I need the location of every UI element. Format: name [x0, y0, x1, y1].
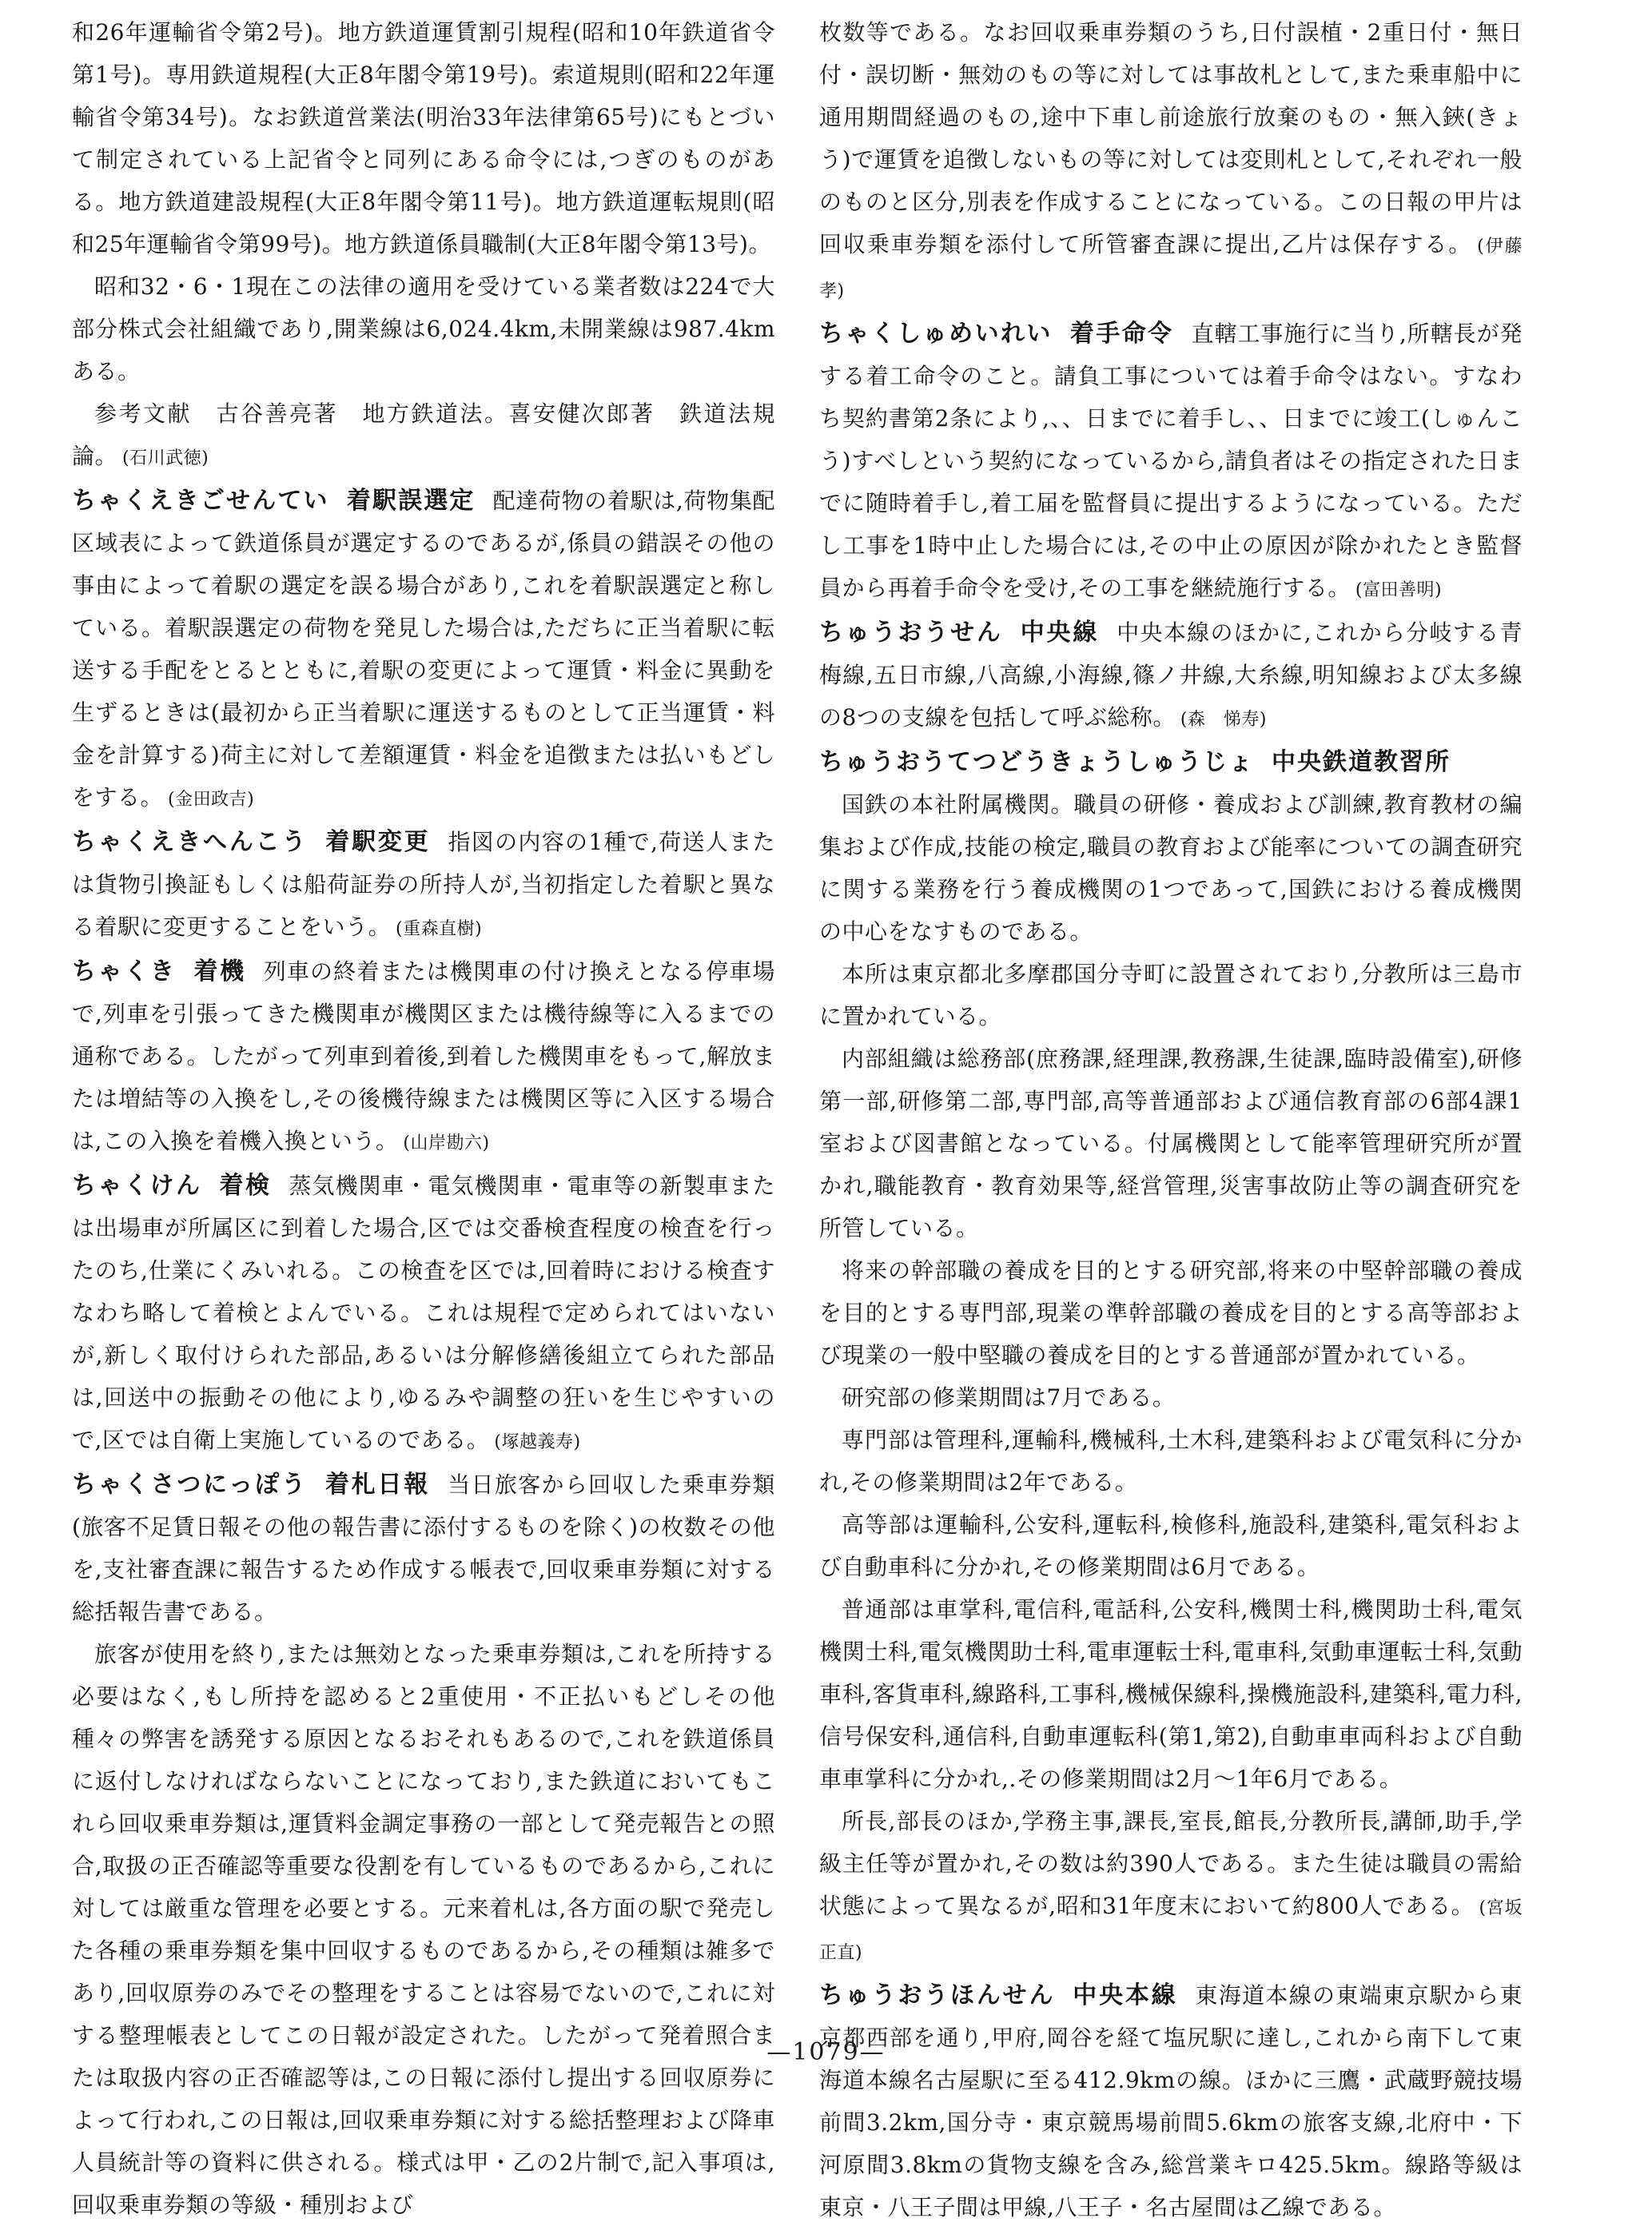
entry-term: 中央本線 [1073, 1981, 1178, 2009]
entry-paragraph: 国鉄の本社附属機関。職員の研修・養成および訓練,教育教材の編集および作成,技能の検定,職員の教育および能率についての調査研究に関する業務を行う養成機関の1つであって,国鉄における養成機関の中心をなすものである。 [819, 791, 1523, 945]
entry-reading: ちゃくしゅめいれい [819, 320, 1053, 348]
entry-body: 東海道本線の東端東京駅から東京都西部を通り,甲府,岡谷を経て塩尻駅に達し,これから南下して東海道本線名古屋駅に至る412.9kmの線。ほかに三鷹・武蔵野競技場前間3.2km,国分寺・東京競馬場前間5.6kmの旅客支線,北府中・下河原間3.8kmの貨物支線を含み,総営業キロ425.5km。線路等級は東京・八王子間は甲線,八王子・名古屋間は乙線である。 [819, 1982, 1523, 2220]
entry-reading: ちゃくき [72, 958, 177, 986]
entry-body: 当日旅客から回収した乗車券類(旅客不足賃日報その他の報告書に添付するものを除く)の枚数その他を,支社審査課に報告するため作成する帳表で,回収乗車券類に対する総括報告書である。 [72, 1471, 775, 1625]
dictionary-entry [819, 1974, 1523, 2228]
intro-paragraph: 昭和32・6・1現在この法律の適用を受けている業者数は224で大部分株式会社組織であり,開業線は6,024.4km,未開業線は987.4kmある。 [72, 273, 775, 384]
continued-paragraph: 枚数等である。なお回収乗車券類のうち,日付誤植・2重日付・無日付・誤切断・無効のもの等に対しては事故札として,また乗車船中に通用期間経過のもの,途中下車し前途旅行放棄のもの・無入鋏(きょう)で運賃を追徴しないもの等に対しては変則札として,それぞれ一般のものと区分,別表を作成することになっている。この日報の甲片は回収乗車券類を添付して所管審査課に提出,乙片は保存する。 (伊藤 孝) [819, 19, 1541, 301]
author: (森 悌寿) [1180, 710, 1267, 730]
dictionary-entry [72, 821, 775, 950]
entry-reading: ちゃくえきごせんてい [72, 487, 329, 515]
entry-reading: ちゃくけん [72, 1172, 202, 1200]
entry-term: 着駅変更 [325, 828, 431, 856]
dictionary-entry [819, 611, 1523, 741]
dictionary-entry [72, 480, 775, 821]
author: (塚越義寿) [494, 1432, 581, 1452]
entry-body: 配達荷物の着駅は,荷物集配区域表によって鉄道係員が選定するのであるが,係員の錯誤その他の事由によって着駅の選定を誤る場合があり,これを着駅誤選定と称している。着駅誤選定の荷物を発見した場合は,ただちに正当着駅に転送する手配をとるとともに,着駅の変更によって運賃・料金に異動を生ずるときは(最初から正当着駅に運送するものとして正当運賃・料金を計算する)荷主に対して差額運賃・料金を追徴または払いもどしをする。 [72, 488, 776, 810]
entry-term: 中央鉄道教習所 [1272, 748, 1451, 776]
entry-body: 列車の終着または機関車の付け換えとなる停車場で,列車を引張ってきた機関車が機関区または機待線等に入るまでの通称である。したがって列車到着後,到着した機関車をもって,解放または増結等の入換をし,その後機待線または機関区等に入区する場合は,この入換を着機入換という。 [72, 958, 776, 1154]
dictionary-entry [819, 741, 1523, 1974]
entry-reading: ちゅうおうてつどうきょうしゅうじょ [819, 748, 1254, 776]
entry-paragraph: 高等部は運輸科,公安科,運転科,検修科,施設科,建築科,電気科および自動車科に分かれ,その修業期間は6月である。 [819, 1511, 1523, 1580]
left-column [72, 11, 775, 2226]
entry-paragraph: 専門部は管理科,運輸科,機械科,土木科,建築科および電気科に分かれ,その修業期間は2年である。 [819, 1427, 1523, 1495]
entry-reading: ちゃくえきへんこう [72, 828, 309, 856]
entry-reading: ちゅうおうせん [819, 619, 1003, 647]
entry-paragraph: 将来の幹部職の養成を目的とする研究部,将来の中堅幹部職の養成を目的とする専門部,現業の準幹部職の養成を目的とする高等部および現業の一般中堅職の養成を目的とする普通部が置かれている。 [819, 1257, 1523, 1368]
entry-paragraph: 本所は東京都北多摩郡国分寺町に設置されており,分教所は三島市に置かれている。 [819, 961, 1523, 1029]
author: (山岸勘六) [403, 1133, 490, 1153]
entry-term: 着手命令 [1069, 320, 1174, 348]
entry-term: 着検 [219, 1172, 272, 1200]
entry-body: 直轄工事施行に当り,所轄長が発する着工命令のこと。請負工事については着手命令はない。すなわち契約書第2条により,、、日までに着手し、、日までに竣工(しゅんこう)すべしという契約になっているから,請負者はその指定された日までに随時着手し,着工届を監督員に提出するようになっている。ただし工事を1時中止した場合には,その中止の原因が除かれたとき監督員から再着手命令を受け,その工事を継続施行する。 [819, 321, 1523, 601]
author: (重森直樹) [396, 919, 483, 939]
right-column [819, 11, 1541, 2228]
entry-reading: ちゅうおうほんせん [819, 1981, 1056, 2009]
entry-paragraph: 普通部は車掌科,電信科,電話科,公安科,機関士科,機関助士科,電気機関士科,電気機関助士科,電車運転士科,電車科,気動車運転士科,気動車科,客貨車科,線路科,工事科,機械保線科,操機施設科,建築科,電力科,信号保安科,通信科,自動車運転科(第1,第2),自動車車両科および自動車車掌科に分かれ,.その修業期間は2月～1年6月である。 [819, 1596, 1523, 1792]
dictionary-entry [72, 950, 775, 1165]
entry-body: 蒸気機関車・電気機関車・電車等の新製車または出場車が所属区に到着した場合,区では交番検査程度の検査を行ったのち,仕業にくみいれる。この検査を区では,回着時における検査すなわち略して着検とよんでいる。これは規程で定められてはいないが,新しく取付けられた部品,あるいは分解修繕後組立てられた部品は,回送中の振動その他により,ゆるみや調整の狂いを生じやすいので,区では自衛上実施しているのである。 [72, 1173, 775, 1453]
entry-term: 中央線 [1020, 619, 1100, 647]
page-number: —1079— [766, 2038, 886, 2066]
entry-paragraph: 研究部の修業期間は7月である。 [842, 1384, 1176, 1411]
entry-term: 着駅誤選定 [346, 487, 476, 515]
entry-body: 指図の内容の1種で,荷送人または貨物引換証もしくは船荷証券の所持人が,当初指定した着駅と異なる着駅に変更することをいう。 [72, 829, 776, 940]
author: (伊藤 孝) [819, 237, 1541, 301]
dictionary-entry [819, 313, 1523, 611]
author: (石川武徳) [122, 448, 209, 468]
dictionary-entry [72, 1165, 775, 1463]
entry-reading: ちゃくさつにっぽう [72, 1471, 308, 1499]
author: (金田政吉) [168, 790, 255, 810]
intro-paragraph: 和26年運輸省令第2号)。地方鉄道運賃割引規程(昭和10年鉄道省令第1号)。専用鉄道規程(大正8年閣令第19号)。索道規則(昭和22年運輸省令第34号)。なお鉄道営業法(明治33年法律第65号)にもとづいて制定されている上記省令と同列にある命令には,つぎのものがある。地方鉄道建設規程(大正8年閣令第11号)。地方鉄道運転規則(昭和25年運輸省令第99号)。地方鉄道係員職制(大正8年閣令第13号)。 [72, 19, 775, 257]
entry-paragraph: 所長,部長のほか,学務主事,課長,室長,館長,分教所長,講師,助手,学級主任等が置かれ,その数は約390人である。また生徒は職員の需給状態によって異なるが,昭和31年度末において約800人である。 (宮坂正直) [819, 1808, 1523, 1963]
author: (富田善明) [1355, 580, 1443, 600]
dictionary-entry [72, 1463, 775, 2226]
entry-body: 中央本線のほかに,これから分岐する青梅線,五日市線,八高線,小海線,篠ノ井線,大糸線,明知線および太多線の8つの支線を包括して呼ぶ総称。 [819, 619, 1523, 731]
entry-paragraph: 内部組織は総務部(庶務課,経理課,教務課,生徒課,臨時設備室),研修第一部,研修第二部,専門部,高等普通部および通信教育部の6部4課1室および図書館となっている。付属機関として能率管理研究所が置かれ,職能教育・教育効果等,経営管理,災害事故防止等の調査研究を所管している。 [819, 1045, 1523, 1241]
entry-term: 着機 [193, 958, 246, 986]
intro-references: 参考文献 古谷善亮著 地方鉄道法。喜安健次郎著 鉄道法規論。 (石川武徳) [72, 400, 775, 469]
entry-paragraph: 旅客が使用を終り,または無効となった乗車券類は,これを所持する必要はなく,もし所持を認めると2重使用・不正払いもどしその他種々の弊害を誘発する原因となるおそれもあるので,これを鉄道係員に返付しなければならないことになっており,また鉄道においてもこれら回収乗車券類は,運賃料金調定事務の一部として発売報告との照合,取扱の正否確認等重要な役割を有しているものであるから,これに対しては厳重な管理を必要とする。元来着札は,各方面の駅で発売した各種の乗車券類を集中回収するものであるから,その種類は雑多であり,回収原券のみでその整理をすることは容易でないので,これに対する整理帳表としてこの日報が設定された。したがって発着照合または取扱内容の正否確認等は,この日報に添付し提出する回収原券によって行われ,この日報は,回収乗車券類に対する総括整理および降車人員統計等の資料に供される。様式は甲・乙の2片制で,記入事項は,回収乗車券類の等級・種別および [72, 1641, 775, 2218]
author: (宮坂正直) [819, 1898, 1523, 1963]
entry-term: 着札日報 [324, 1471, 431, 1499]
